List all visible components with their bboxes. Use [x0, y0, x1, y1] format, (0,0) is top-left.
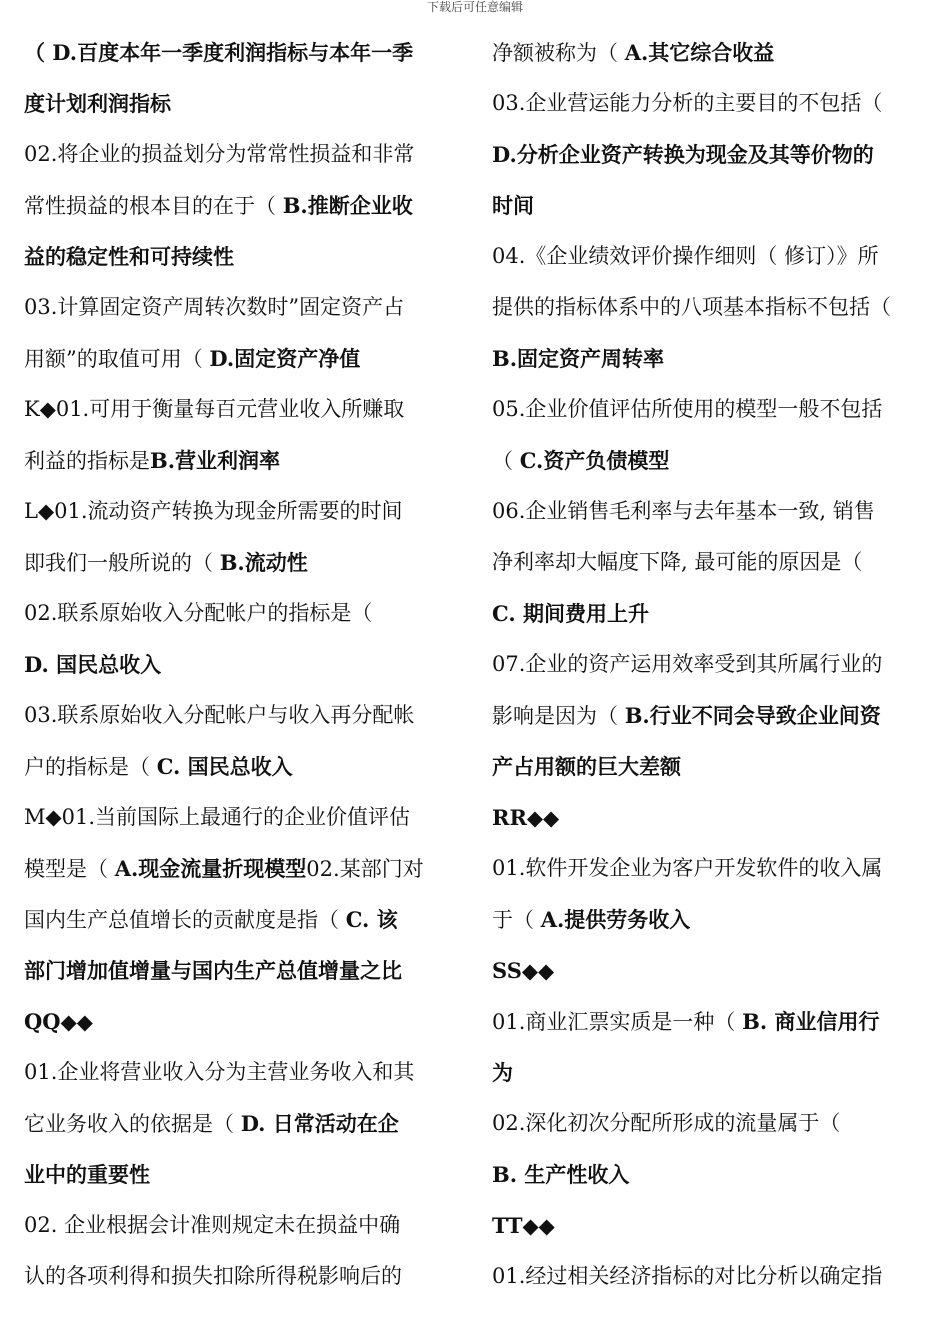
- question-text: 模型是（: [24, 857, 115, 881]
- text-line: [24, 1149, 464, 1200]
- text-line: [24, 333, 464, 384]
- question-text: 户的指标是（: [24, 755, 157, 779]
- text-line: [492, 1047, 928, 1098]
- question-text: 01.企业将营业收入分为主营业务收入和其: [24, 1060, 415, 1084]
- text-line: [24, 1047, 464, 1098]
- question-text: 国内生产总值增长的贡献度是指（: [24, 908, 346, 932]
- text-line: [492, 1200, 928, 1251]
- text-line: [24, 996, 464, 1047]
- answer-text: D.固定资产净值: [209, 346, 361, 371]
- answer-text: QQ◆◆: [24, 1009, 93, 1034]
- text-line: [492, 537, 928, 588]
- text-line: [24, 129, 464, 180]
- answer-text: B. 生产性收入: [492, 1162, 630, 1187]
- text-line: [24, 792, 464, 843]
- answer-text: A.现金流量折现模型: [114, 856, 307, 881]
- answer-text: 产占用额的巨大差额: [492, 754, 681, 779]
- question-text: 净额被称为（: [492, 41, 625, 65]
- text-line: [492, 639, 928, 690]
- text-line: [492, 894, 928, 945]
- text-line: [492, 78, 928, 129]
- question-text: （: [492, 449, 520, 473]
- text-line: [492, 945, 928, 996]
- text-line: [24, 639, 464, 690]
- question-text: K◆01.可用于衡量每百元营业收入所赚取: [24, 397, 405, 421]
- text-line: [24, 588, 464, 639]
- question-text: 01.经过相关经济指标的对比分析以确定指: [492, 1264, 883, 1288]
- text-line: [24, 843, 464, 894]
- left-column: [24, 27, 464, 1302]
- answer-text: 部门增加值增量与国内生产总值增量之比: [24, 958, 402, 983]
- text-line: [24, 282, 464, 333]
- text-line: [24, 435, 464, 486]
- text-line: [492, 333, 928, 384]
- answer-text: 为: [492, 1060, 513, 1085]
- answer-text: C. 该: [345, 907, 398, 932]
- question-text: 02.联系原始收入分配帐户的指标是（: [24, 601, 373, 625]
- question-text: 05.企业价值评估所使用的模型一般不包括: [492, 397, 883, 421]
- text-line: [24, 537, 464, 588]
- question-text: 02. 企业根据会计准则规定未在损益中确: [24, 1213, 401, 1237]
- right-column: [492, 27, 928, 1302]
- text-line: [24, 180, 464, 231]
- text-line: [492, 588, 928, 639]
- question-text: 常性损益的根本目的在于（: [24, 194, 283, 218]
- answer-text: 益的稳定性和可持续性: [24, 244, 234, 269]
- question-text: 01.商业汇票实质是一种（: [492, 1010, 743, 1034]
- text-line: [492, 741, 928, 792]
- text-line: [24, 486, 464, 537]
- answer-text: B.营业利润率: [150, 448, 281, 473]
- answer-text: （ D.百度本年一季度利润指标与本年一季: [24, 40, 414, 65]
- text-line: [24, 231, 464, 282]
- answer-text: C.资产负债模型: [519, 448, 670, 473]
- question-text: 03.企业营运能力分析的主要目的不包括（: [492, 91, 883, 115]
- question-text: 利益的指标是: [24, 449, 150, 473]
- answer-text: D. 国民总收入: [24, 652, 162, 677]
- text-line: [24, 741, 464, 792]
- text-line: [24, 384, 464, 435]
- answer-text: B.行业不同会导致企业间资: [624, 703, 881, 728]
- answer-text: 业中的重要性: [24, 1162, 150, 1187]
- answer-text: B. 商业信用行: [742, 1009, 880, 1034]
- answer-text: C. 国民总收入: [156, 754, 293, 779]
- text-line: [492, 129, 928, 180]
- question-text: 04.《企业绩效评价操作细则（ 修订）》所: [492, 244, 879, 268]
- question-text: 净利率却大幅度下降, 最可能的原因是（: [492, 550, 863, 574]
- answer-text: C. 期间费用上升: [492, 601, 649, 626]
- answer-text: RR◆◆: [492, 805, 560, 830]
- answer-text: D. 日常活动在企: [240, 1111, 399, 1136]
- text-line: [24, 78, 464, 129]
- answer-text: SS◆◆: [492, 958, 555, 983]
- question-text: 认的各项利得和损失扣除所得税影响后的: [24, 1264, 402, 1288]
- text-line: [24, 1251, 464, 1302]
- question-text: 02.将企业的损益划分为常常性损益和非常: [24, 142, 415, 166]
- answer-text: 时间: [492, 193, 534, 218]
- text-line: [24, 945, 464, 996]
- text-line: [492, 384, 928, 435]
- question-text: L◆01.流动资产转换为现金所需要的时间: [24, 499, 403, 523]
- text-line: [492, 690, 928, 741]
- answer-text: A.其它综合收益: [624, 40, 775, 65]
- text-line: [492, 792, 928, 843]
- answer-text: A.提供劳务收入: [540, 907, 691, 932]
- answer-text: TT◆◆: [492, 1213, 555, 1238]
- text-line: [492, 1251, 928, 1302]
- text-line: [492, 282, 928, 333]
- answer-text: D.分析企业资产转换为现金及其等价物的: [492, 142, 874, 167]
- question-text: 03.联系原始收入分配帐户与收入再分配帐: [24, 703, 415, 727]
- text-line: [24, 690, 464, 741]
- question-text: 它业务收入的依据是（: [24, 1112, 241, 1136]
- question-text: 即我们一般所说的（: [24, 551, 220, 575]
- text-line: [24, 1098, 464, 1149]
- question-text: 07.企业的资产运用效率受到其所属行业的: [492, 652, 883, 676]
- answer-text: 度计划利润指标: [24, 91, 171, 116]
- page-header: 下载后可任意编辑: [426, 0, 523, 14]
- answer-text: B.流动性: [219, 550, 308, 575]
- question-text: 01.软件开发企业为客户开发软件的收入属: [492, 856, 883, 880]
- text-line: [492, 1098, 928, 1149]
- question-text: 03.计算固定资产周转次数时”固定资产占: [24, 295, 405, 319]
- text-line: [492, 27, 928, 78]
- question-text: 提供的指标体系中的八项基本指标不包括（: [492, 295, 891, 319]
- text-line: [24, 27, 464, 78]
- question-text: 于（: [492, 908, 541, 932]
- text-line: [492, 180, 928, 231]
- text-line: [24, 1200, 464, 1251]
- text-line: [492, 843, 928, 894]
- question-text: 06.企业销售毛利率与去年基本一致, 销售: [492, 499, 875, 523]
- question-text: M◆01.当前国际上最通行的企业价值评估: [24, 805, 411, 829]
- text-line: [492, 486, 928, 537]
- question-text: 02.某部门对: [306, 857, 424, 881]
- question-text: 影响是因为（: [492, 704, 625, 728]
- question-text: 用额”的取值可用（: [24, 347, 210, 371]
- text-line: [492, 435, 928, 486]
- question-text: 02.深化初次分配所形成的流量属于（: [492, 1111, 841, 1135]
- text-line: [492, 1149, 928, 1200]
- text-line: [24, 894, 464, 945]
- answer-text: B.推断企业收: [282, 193, 413, 218]
- answer-text: B.固定资产周转率: [492, 346, 665, 371]
- text-line: [492, 996, 928, 1047]
- text-line: [492, 231, 928, 282]
